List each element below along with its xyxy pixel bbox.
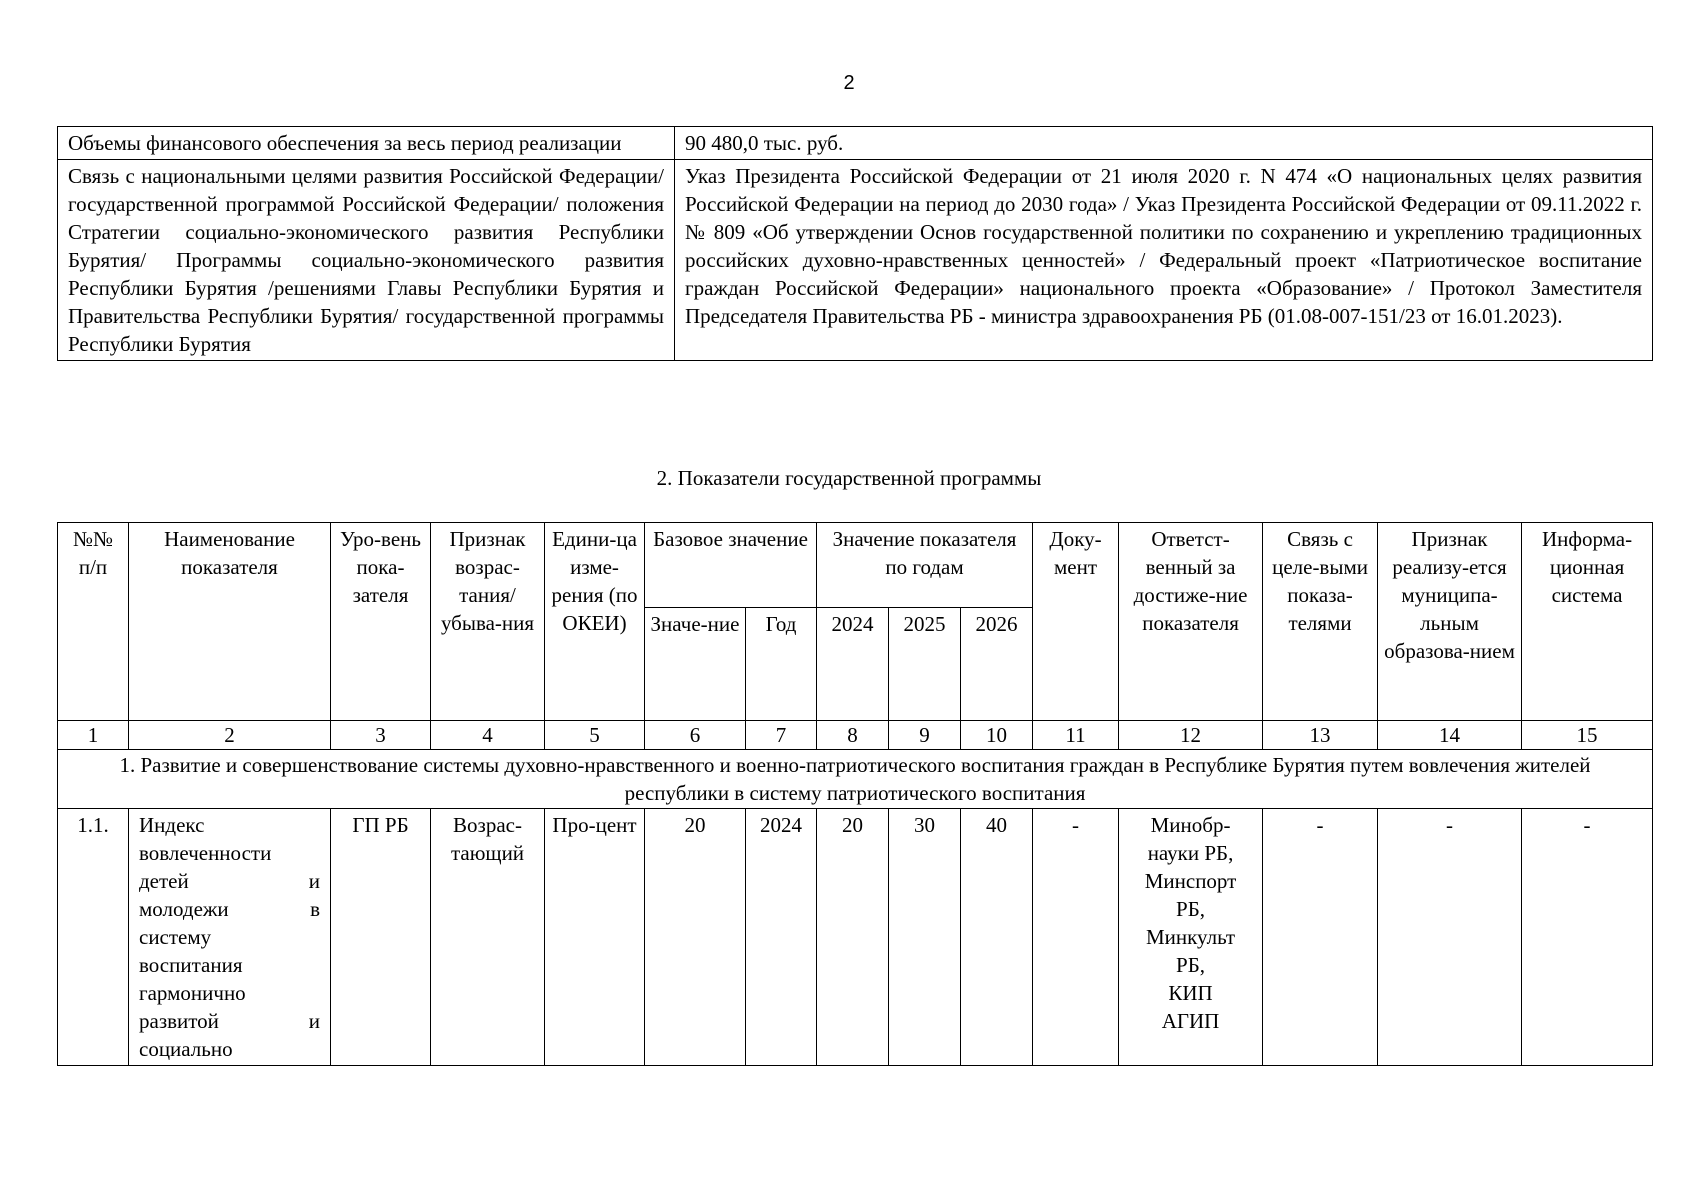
header-num: №№ п/п bbox=[58, 523, 129, 721]
header-base: Базовое значение bbox=[645, 523, 817, 608]
group-title: 1. Развитие и совершенствование системы духовно-нравственного и военно-патриотического воспитания граждан в Республике Бурятия путем вовлечения жителей республики в систему патриотического воспитания bbox=[58, 750, 1653, 809]
passport-label: Связь с национальными целями развития Российской Федерации/ государственной программой Российской Федерации/ положения Стратегии социально-экономического развития Республики Бурятия/ Программы социально-экономического развития Республики Бурятия /решениями Главы Республики Бурятия и Правительства Республики Бурятия/ государственной программы Республики Бурятия bbox=[58, 160, 675, 361]
column-number: 6 bbox=[645, 721, 746, 750]
row-level: ГП РБ bbox=[331, 809, 431, 1066]
column-number: 14 bbox=[1378, 721, 1522, 750]
table-row bbox=[58, 809, 1653, 1066]
header-link: Связь с целе-выми показа-телями bbox=[1263, 523, 1378, 721]
column-number: 3 bbox=[331, 721, 431, 750]
column-number: 15 bbox=[1522, 721, 1653, 750]
column-number: 1 bbox=[58, 721, 129, 750]
header-2024: 2024 bbox=[817, 608, 889, 721]
row-municipal: - bbox=[1378, 809, 1522, 1066]
page-number: 2 bbox=[843, 72, 855, 94]
column-number: 12 bbox=[1119, 721, 1263, 750]
header-2025: 2025 bbox=[889, 608, 961, 721]
column-number: 9 bbox=[889, 721, 961, 750]
header-responsible: Ответст-венный за достиже-ние показателя bbox=[1119, 523, 1263, 721]
row-name-line: Индекс bbox=[139, 813, 205, 837]
header-infosystem: Информа-ционная система bbox=[1522, 523, 1653, 721]
passport-table bbox=[57, 126, 1653, 361]
group-row bbox=[58, 750, 1653, 809]
row-name-line: вовлеченности bbox=[139, 841, 272, 865]
row-name-line: молодежи в bbox=[139, 897, 320, 921]
column-number: 13 bbox=[1263, 721, 1378, 750]
row-responsible-line: Минспорт bbox=[1144, 869, 1237, 893]
row-name bbox=[129, 809, 331, 1066]
row-infosystem: - bbox=[1522, 809, 1653, 1066]
column-numbers-row bbox=[58, 721, 1653, 750]
column-number: 2 bbox=[129, 721, 331, 750]
row-responsible bbox=[1119, 809, 1263, 1066]
header-base-value: Значе-ние bbox=[645, 608, 746, 721]
column-number: 8 bbox=[817, 721, 889, 750]
column-number: 4 bbox=[431, 721, 545, 750]
header-level: Уро-вень пока-зателя bbox=[331, 523, 431, 721]
row-2025: 30 bbox=[889, 809, 961, 1066]
header-trend: Признак возрас-тания/ убыва-ния bbox=[431, 523, 545, 721]
header-name: Наименование показателя bbox=[129, 523, 331, 721]
row-responsible-line: науки РБ, bbox=[1147, 841, 1234, 865]
row-2026: 40 bbox=[961, 809, 1033, 1066]
row-responsible-line: Минкульт bbox=[1145, 925, 1236, 949]
header-unit: Едини-ца изме-рения (по ОКЕИ) bbox=[545, 523, 645, 721]
row-responsible-line: РБ, bbox=[1176, 897, 1206, 921]
row-name-line: развитой и bbox=[139, 1009, 320, 1033]
row-name-line: детей и bbox=[139, 869, 320, 893]
row-base-value: 20 bbox=[645, 809, 746, 1066]
section-title: 2. Показатели государственной программы bbox=[656, 466, 1042, 490]
row-trend: Возрас-тающий bbox=[431, 809, 545, 1066]
row-document: - bbox=[1033, 809, 1119, 1066]
header-document: Доку-мент bbox=[1033, 523, 1119, 721]
row-responsible-line: Минобр- bbox=[1150, 813, 1231, 837]
header-municipal: Признак реализу-ется муниципа-льным образова-нием bbox=[1378, 523, 1522, 721]
row-responsible-line: РБ, bbox=[1176, 953, 1206, 977]
column-number: 5 bbox=[545, 721, 645, 750]
column-number: 11 bbox=[1033, 721, 1119, 750]
row-unit: Про-цент bbox=[545, 809, 645, 1066]
header-row bbox=[58, 523, 1653, 608]
row-num: 1.1. bbox=[58, 809, 129, 1066]
passport-value: Указ Президента Российской Федерации от 21 июля 2020 г. N 474 «О национальных целях развития Российской Федерации на период до 2030 года» / Указ Президента Российской Федерации от 09.11.2022 г. № 809 «Об утверждении Основ государственной политики по сохранению и укреплению традиционных российских духовно-нравственных ценностей» / Федеральный проект «Патриотическое воспитание граждан Российской Федерации» национального проекта «Образование» / Протокол Заместителя Председателя Правительства РБ - министра здравоохранения РБ (01.08-007-151/23 от 16.01.2023). bbox=[675, 160, 1653, 361]
indicators-table bbox=[57, 522, 1653, 1066]
row-name-line: социально bbox=[139, 1037, 233, 1061]
row-link: - bbox=[1263, 809, 1378, 1066]
row-name-line: систему bbox=[139, 925, 212, 949]
column-number: 10 bbox=[961, 721, 1033, 750]
table-row bbox=[58, 160, 1653, 361]
row-base-year: 2024 bbox=[746, 809, 817, 1066]
row-name-line: гармонично bbox=[139, 981, 246, 1005]
row-responsible-line: АГИП bbox=[1161, 1009, 1220, 1033]
row-responsible-line: КИП bbox=[1168, 981, 1213, 1005]
column-number: 7 bbox=[746, 721, 817, 750]
row-name-line: воспитания bbox=[139, 953, 243, 977]
row-2024: 20 bbox=[817, 809, 889, 1066]
header-2026: 2026 bbox=[961, 608, 1033, 721]
table-row bbox=[58, 127, 1653, 160]
header-base-year: Год bbox=[746, 608, 817, 721]
passport-label: Объемы финансового обеспечения за весь период реализации bbox=[58, 127, 675, 160]
header-values: Значение показателя по годам bbox=[817, 523, 1033, 608]
passport-value: 90 480,0 тыс. руб. bbox=[675, 127, 1653, 160]
